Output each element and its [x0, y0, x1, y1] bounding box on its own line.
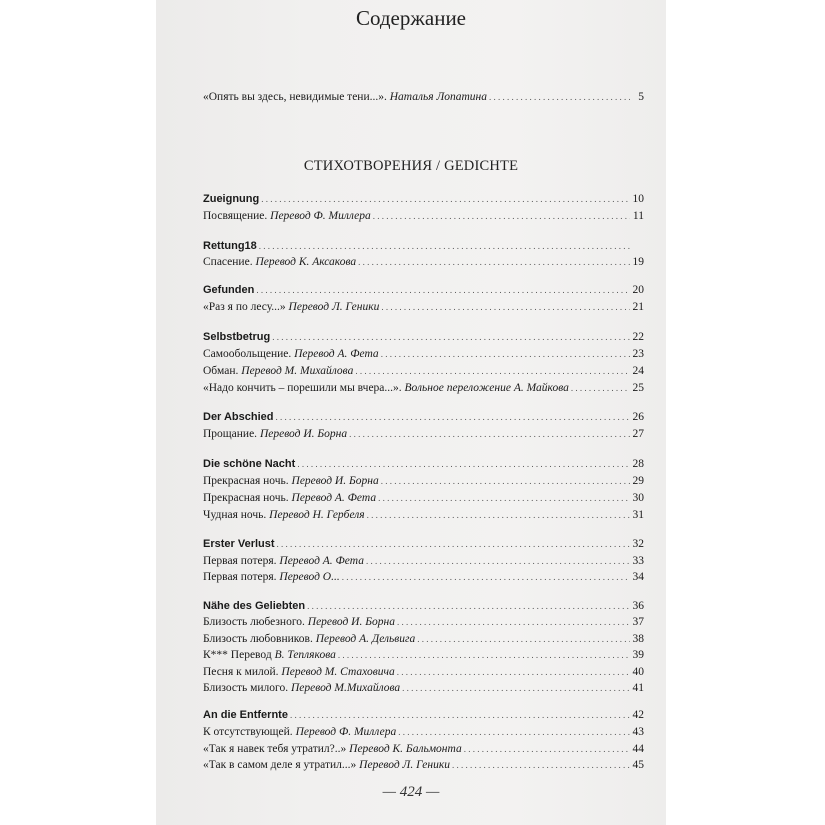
entry-heading: Selbstbetrug	[203, 331, 271, 343]
page-title: Содержание	[355, 6, 467, 30]
toc-entry	[203, 299, 644, 316]
entry-text: «Так в самом деле я утратил...»	[203, 759, 357, 771]
page-number: 32	[632, 538, 644, 550]
toc-entry	[203, 346, 644, 363]
toc-entry	[203, 426, 644, 443]
dot-leader	[272, 329, 630, 346]
dot-leader	[297, 456, 630, 473]
page-number: 20	[632, 284, 644, 296]
entry-translator: Перевод Ф. Миллера	[270, 210, 371, 222]
entry-text: Первая потеря.	[203, 555, 277, 567]
page-number: 41	[632, 682, 644, 694]
toc-entry	[203, 614, 644, 631]
toc-entry	[203, 647, 644, 664]
dot-leader	[358, 254, 630, 271]
page-number: 33	[632, 555, 644, 567]
toc-heading-entry	[203, 329, 644, 346]
toc-entry	[203, 631, 644, 648]
toc-entry	[203, 757, 644, 774]
dot-leader	[489, 89, 630, 106]
page-number: 25	[632, 382, 644, 394]
toc-entry	[203, 680, 644, 697]
entry-heading: Rettung18	[203, 240, 257, 252]
dot-leader	[397, 664, 630, 681]
entry-text: Самообольщение.	[203, 348, 292, 360]
entry-text: «Раз я по лесу...»	[203, 301, 286, 313]
dot-leader	[349, 426, 630, 443]
entry-translator: Перевод И. Борна	[259, 428, 348, 440]
entry-text: Песня к милой.	[203, 666, 279, 678]
page-number: 24	[632, 365, 644, 377]
page-number: 45	[632, 759, 644, 771]
dot-leader	[277, 536, 630, 553]
entry-author: Наталья Лопатина	[389, 91, 488, 103]
dot-leader	[397, 614, 630, 631]
entry-heading: Zueignung	[203, 193, 260, 205]
entry-translator: Перевод А. Фета	[294, 348, 379, 360]
entry-translator: Перевод К. Аксакова	[255, 256, 357, 268]
dot-leader	[398, 724, 630, 741]
dot-leader	[276, 409, 630, 426]
dot-leader	[261, 191, 630, 208]
page-number: 31	[632, 509, 644, 521]
page-number: 23	[632, 348, 644, 360]
entry-text: «Так я навек тебя утратил?..»	[203, 743, 347, 755]
dot-leader	[381, 299, 630, 316]
page-number: 43	[632, 726, 644, 738]
toc-heading-entry	[203, 409, 644, 426]
dot-leader	[367, 507, 630, 524]
page-number: 26	[632, 411, 644, 423]
page-number: 28	[632, 458, 644, 470]
entry-translator: Вольное переложение А. Майкова	[404, 382, 569, 394]
toc-heading-entry	[203, 282, 644, 299]
entry-text: Обман.	[203, 365, 239, 377]
entry-translator: Перевод Л. Геники	[288, 301, 380, 313]
entry-translator: Перевод М.Михайлова	[290, 682, 401, 694]
entry-translator: Перевод М. Михайлова	[241, 365, 354, 377]
entry-text: Прекрасная ночь.	[203, 475, 289, 487]
page-number: 30	[632, 492, 644, 504]
dot-leader	[338, 647, 630, 664]
dot-leader	[355, 363, 630, 380]
entry-text: Близость любовников.	[203, 633, 313, 645]
toc-heading-entry	[203, 456, 644, 473]
entry-text: К*** Перевод	[203, 649, 272, 661]
toc-entry	[203, 741, 644, 758]
toc-entry	[203, 724, 644, 741]
dot-leader	[464, 741, 630, 758]
page-number: 22	[632, 331, 644, 343]
entry-heading: Gefunden	[203, 284, 255, 296]
entry-heading: Erster Verlust	[203, 538, 275, 550]
toc-entry	[203, 208, 644, 225]
dot-leader	[259, 238, 630, 255]
page-number: 36	[632, 600, 644, 612]
entry-heading: An die Entfernte	[203, 709, 288, 721]
entry-text: Близость милого.	[203, 682, 289, 694]
toc-entry	[203, 507, 644, 524]
toc-entry	[203, 380, 644, 397]
entry-translator: Перевод И. Борна	[291, 475, 379, 487]
toc-heading-entry	[203, 707, 644, 724]
entry-translator: Перевод М. Стаховича	[281, 666, 395, 678]
entry-translator: Перевод И. Борна	[307, 616, 395, 628]
dot-leader	[256, 282, 630, 299]
dot-leader	[452, 757, 630, 774]
page-number: 37	[632, 616, 644, 628]
entry-text: Посвящение.	[203, 210, 268, 222]
page-number: 38	[632, 633, 644, 645]
entry-text: Первая потеря.	[203, 571, 277, 583]
page-number: 42	[632, 709, 644, 721]
toc-entry	[203, 254, 644, 271]
toc-intro-entry	[203, 89, 644, 106]
page-number: 5	[638, 91, 644, 103]
dot-leader	[378, 490, 630, 507]
toc-entry	[203, 553, 644, 570]
entry-translator: Перевод Л. Геники	[359, 759, 450, 771]
dot-leader	[307, 598, 630, 615]
page-number: 21	[632, 301, 644, 313]
toc-entry	[203, 473, 644, 490]
dot-leader	[381, 346, 630, 363]
toc-entry	[203, 363, 644, 380]
entry-translator: Перевод А. Фета	[279, 555, 364, 567]
page-number: 44	[632, 743, 644, 755]
toc-heading-entry	[203, 598, 644, 615]
entry-translator: Перевод Ф. Миллера	[295, 726, 397, 738]
entry-text: Близость любезного.	[203, 616, 305, 628]
page-footer-number: — 424 —	[382, 784, 440, 800]
page-number: 29	[632, 475, 644, 487]
toc-heading-entry	[203, 191, 644, 208]
entry-text: К отсутствующей.	[203, 726, 293, 738]
entry-translator: Перевод О...	[279, 571, 340, 583]
entry-translator: В. Теплякова	[274, 649, 336, 661]
toc-entry	[203, 569, 644, 586]
entry-heading: Der Abschied	[203, 411, 274, 423]
section-title: СТИХОТВОРЕНИЯ / GEDICHTE	[303, 158, 519, 174]
entry-text: «Опять вы здесь, невидимые тени...».	[203, 91, 387, 103]
entry-translator: Перевод К. Бальмонта	[349, 743, 462, 755]
page-number: 40	[632, 666, 644, 678]
entry-heading: Nähe des Geliebten	[203, 600, 306, 612]
entry-heading: Die schöne Nacht	[203, 458, 296, 470]
dot-leader	[417, 631, 630, 648]
page-number: 27	[632, 428, 644, 440]
entry-text: Прекрасная ночь.	[203, 492, 289, 504]
entry-text: Спасение.	[203, 256, 253, 268]
page-number: 39	[632, 649, 644, 661]
dot-leader	[342, 569, 630, 586]
entry-text: Прощание.	[203, 428, 258, 440]
entry-translator: Перевод А. Фета	[291, 492, 377, 504]
entry-text: «Надо кончить – порешили мы вчера...».	[203, 382, 402, 394]
dot-leader	[373, 208, 630, 225]
toc-heading-entry	[203, 536, 644, 553]
entry-text: Чудная ночь.	[203, 509, 267, 521]
page-number: 19	[632, 256, 644, 268]
dot-leader	[366, 553, 630, 570]
dot-leader	[402, 680, 630, 697]
page-number: 11	[632, 210, 644, 222]
page-number: 34	[632, 571, 644, 583]
dot-leader	[571, 380, 630, 397]
toc-entry	[203, 664, 644, 681]
page-number: 10	[632, 193, 644, 205]
dot-leader	[290, 707, 630, 724]
entry-translator: Перевод Н. Гербеля	[269, 509, 365, 521]
entry-translator: Перевод А. Дельвига	[315, 633, 416, 645]
dot-leader	[381, 473, 630, 490]
toc-heading-entry	[203, 238, 644, 255]
book-page	[156, 0, 666, 825]
toc-entry	[203, 490, 644, 507]
